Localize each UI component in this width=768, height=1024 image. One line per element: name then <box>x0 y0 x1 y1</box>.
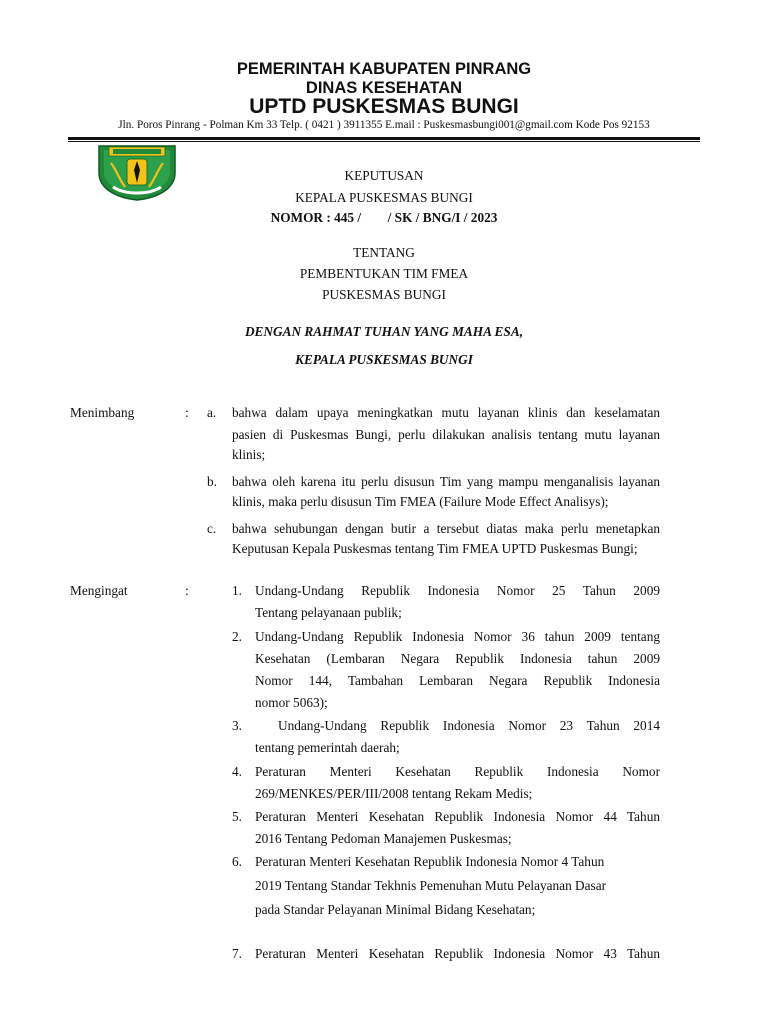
decree-subject-line1: PEMBENTUKAN TIM FMEA <box>299 266 469 281</box>
menimbang-b-line: klinis, maka perlu disusun Tim FMEA (Failure Mode Effect Analisys); <box>232 494 609 509</box>
letterhead-divider-thick <box>68 137 700 140</box>
mengingat-4-line: 269/MENKES/PER/III/2008 tentang Rekam Medis; <box>255 786 533 801</box>
mengingat-marker-2: 2. <box>232 629 242 644</box>
mengingat-marker-6: 6. <box>232 854 242 869</box>
decree-issuer: KEPALA PUSKESMAS BUNGI <box>295 190 473 205</box>
mengingat-2-line: nomor 5063); <box>255 695 328 710</box>
letterhead-address: Jln. Poros Pinrang - Polman Km 33 Telp. ( 0421 ) 3911355 E.mail : Puskesmasbungi001@gmail.com Kode Pos 92153 <box>118 119 650 131</box>
menimbang-marker-c: c. <box>207 521 217 536</box>
letterhead-department: DINAS KESEHATAN <box>305 79 463 97</box>
decree-about-label: TENTANG <box>353 245 415 260</box>
letterhead-divider-thin <box>68 141 700 142</box>
menimbang-c-line: bahwa sehubungan dengan butir a tersebut diatas maka perlu menetapkan <box>232 521 660 536</box>
menimbang-a-line: bahwa dalam upaya meningkatkan mutu layanan klinis dan keselamatan <box>232 405 660 420</box>
mengingat-marker-5: 5. <box>232 809 242 824</box>
mengingat-marker-7: 7. <box>232 946 242 961</box>
mengingat-colon: : <box>185 583 189 598</box>
decree-title: KEPUTUSAN <box>344 168 424 183</box>
mengingat-7-line: Peraturan Menteri Kesehatan Republik Indonesia Nomor 43 Tahun <box>255 946 660 961</box>
mengingat-marker-4: 4. <box>232 764 242 779</box>
decree-number: NOMOR : 445 / / SK / BNG/I / 2023 <box>270 210 498 225</box>
mengingat-4-line: Peraturan Menteri Kesehatan Republik Indonesia Nomor <box>255 764 660 779</box>
letterhead-institution: UPTD PUSKESMAS BUNGI <box>249 95 519 118</box>
mengingat-2-line: Nomor 144, Tambahan Lembaran Negara Republik Indonesia <box>255 673 660 688</box>
mengingat-6-line: pada Standar Pelayanan Minimal Bidang Kesehatan; <box>255 902 536 917</box>
letterhead-government: PEMERINTAH KABUPATEN PINRANG <box>236 60 532 78</box>
mengingat-6-line: 2019 Tentang Standar Tekhnis Pemenuhan Mutu Pelayanan Dasar <box>255 878 607 893</box>
mengingat-2-line: Kesehatan (Lembaran Negara Republik Indonesia tahun 2009 <box>255 651 660 666</box>
mengingat-marker-3: 3. <box>232 718 242 733</box>
mengingat-5-line: Peraturan Menteri Kesehatan Republik Indonesia Nomor 44 Tahun <box>255 809 660 824</box>
menimbang-colon: : <box>185 405 189 420</box>
menimbang-a-line: klinis; <box>232 447 266 462</box>
mengingat-1-line: Undang-Undang Republik Indonesia Nomor 25 Tahun 2009 <box>255 583 660 598</box>
menimbang-a-line: pasien di Puskesmas Bungi, perlu dilakukan analisis tentang mutu layanan <box>232 427 660 442</box>
menimbang-c-line: Keputusan Kepala Puskesmas tentang Tim FMEA UPTD Puskesmas Bungi; <box>232 541 638 556</box>
mengingat-marker-1: 1. <box>232 583 242 598</box>
mengingat-2-line: Undang-Undang Republik Indonesia Nomor 36 tahun 2009 tentang <box>255 629 660 644</box>
menimbang-label: Menimbang <box>70 405 135 420</box>
mengingat-1-line: Tentang pelayanaan publik; <box>255 605 402 620</box>
mengingat-3-line: Undang-Undang Republik Indonesia Nomor 23 Tahun 2014 <box>278 718 660 733</box>
decree-issuer-bold: KEPALA PUSKESMAS BUNGI <box>295 352 473 367</box>
mengingat-3-line: tentang pemerintah daerah; <box>255 740 400 755</box>
mengingat-5-line: 2016 Tentang Pedoman Manajemen Puskesmas; <box>255 831 512 846</box>
decree-invocation: DENGAN RAHMAT TUHAN YANG MAHA ESA, <box>244 324 524 339</box>
menimbang-b-line: bahwa oleh karena itu perlu disusun Tim yang mampu menganalisis layanan <box>232 474 660 489</box>
menimbang-marker-a: a. <box>207 405 217 420</box>
decree-subject-line2: PUSKESMAS BUNGI <box>322 287 446 302</box>
menimbang-marker-b: b. <box>207 474 217 489</box>
mengingat-label: Mengingat <box>70 583 128 598</box>
mengingat-6-line: Peraturan Menteri Kesehatan Republik Indonesia Nomor 4 Tahun <box>255 854 605 869</box>
